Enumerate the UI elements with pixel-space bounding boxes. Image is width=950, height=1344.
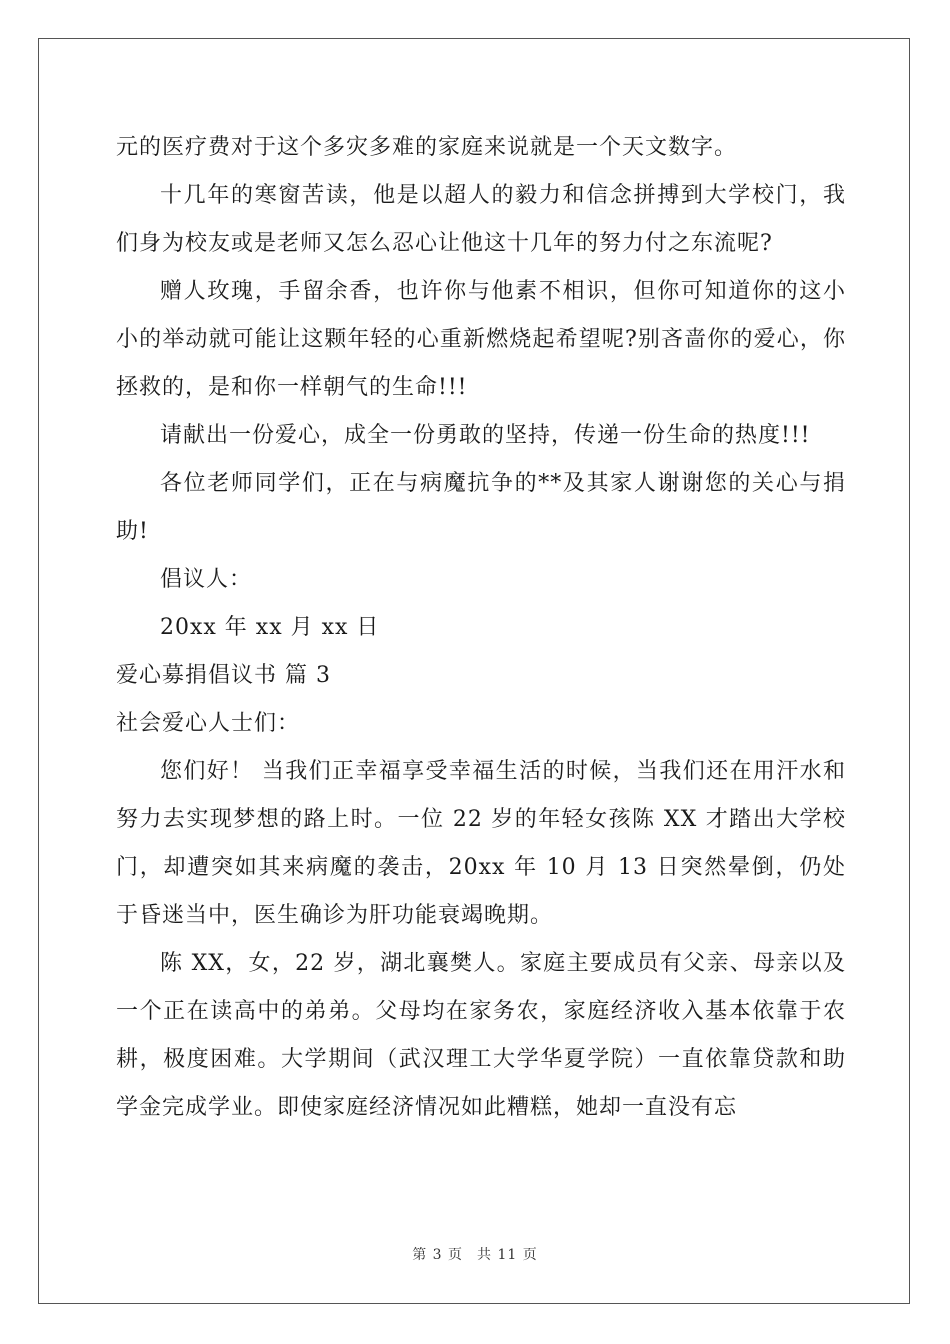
paragraph-1: 元的医疗费对于这个多灾多难的家庭来说就是一个天文数字。 xyxy=(116,135,738,160)
paragraph-6: 您们好！ 当我们正幸福享受幸福生活的时候，当我们还在用汗水和努力去实现梦想的路上时。一位 22 岁的年轻女孩陈 XX 才踏出大学校门，却遭突如其来病魔的袭击，20xx 年 10 月 13 日突然晕倒，仍处于昏迷当中，医生确诊为肝功能衰竭晚期。 xyxy=(116,759,846,928)
salutation: 社会爱心人士们： xyxy=(116,711,301,736)
paragraph-5: 各位老师同学们，正在与病魔抗争的**及其家人谢谢您的关心与捐助! xyxy=(116,471,846,544)
page-number-total: 共 11 页 xyxy=(477,1247,538,1263)
paragraph-2: 十几年的寒窗苦读，他是以超人的毅力和信念拼搏到大学校门，我们身为校友或是老师又怎么忍心让他这十几年的努力付之东流呢? xyxy=(116,183,846,256)
page-footer xyxy=(0,1244,950,1264)
page-number-current: 第 3 页 xyxy=(412,1247,464,1263)
section-heading: 爱心募捐倡议书 篇 3 xyxy=(116,663,331,688)
paragraph-4: 请献出一份爱心，成全一份勇敢的坚持，传递一份生命的热度!!! xyxy=(160,423,811,448)
paragraph-3: 赠人玫瑰，手留余香，也许你与他素不相识，但你可知道你的这小小的举动就可能让这颗年轻的心重新燃烧起希望呢?别吝啬你的爱心，你拯救的，是和你一样朝气的生命!!! xyxy=(116,279,846,400)
signatory-label: 倡议人： xyxy=(160,567,253,592)
document-body xyxy=(116,124,846,1132)
date-line: 20xx 年 xx 月 xx 日 xyxy=(160,615,380,640)
paragraph-7: 陈 XX，女，22 岁，湖北襄樊人。家庭主要成员有父亲、母亲以及一个正在读高中的弟弟。父母均在家务农，家庭经济收入基本依靠于农耕，极度困难。大学期间（武汉理工大学华夏学院）一直依靠贷款和助学金完成学业。即使家庭经济情况如此糟糕，她却一直没有忘 xyxy=(116,951,846,1120)
